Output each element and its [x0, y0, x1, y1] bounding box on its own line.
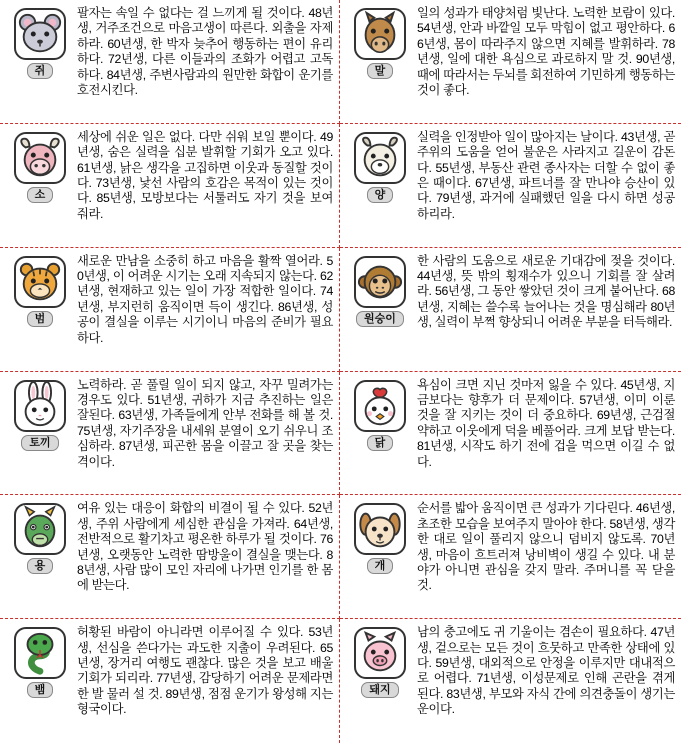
pig-face-icon [354, 627, 406, 679]
zodiac-name: 개 [367, 558, 394, 574]
zodiac-badge-rat [6, 6, 74, 79]
zodiac-badge-horse [346, 6, 414, 79]
fortune-text: 새로운 만남을 소중히 하고 마음을 활짝 열어라. 50년생, 이 어려운 시기는 오래 지속되지 않는다. 62년생, 현재하고 있는 일이 가장 적합한 일이다. 74년생, 부지런히 움직이면 득이 생긴다. 86년생, 성공이 결실을 이루는 시기이니 마음의 준비가 필요하다. [77, 253, 333, 345]
monkey-face-icon [354, 256, 406, 308]
zodiac-badge-rabbit [6, 378, 74, 451]
zodiac-name: 소 [27, 187, 54, 203]
fortune-text: 여유 있는 대응이 화합의 비결이 될 수 있다. 52년생, 주위 사람에게 세심한 관심을 가져라. 64년생, 전반적으로 활기차고 평온한 하루가 될 것이다. 76년생, 오랫동안 노력한 땀방울이 결실을 맺는다. 88년생, 사람 많이 모인 자리에 나가면 인기를 한 몸에 받는다. [77, 501, 333, 593]
fortune-cell-dragon [0, 495, 340, 619]
zodiac-badge-dragon [6, 501, 74, 574]
zodiac-name: 용 [27, 558, 54, 574]
zodiac-name: 쥐 [27, 63, 54, 79]
zodiac-badge-monkey [346, 254, 414, 327]
rooster-face-icon [354, 380, 406, 432]
fortune-text: 순서를 밟아 움직이면 큰 성과가 기다린다. 46년생, 초조한 모습을 보여주지 말아야 한다. 58년생, 생각한 대로 일이 풀리지 않으니 덤비지 않도록. 70년생, 마음이 흐트러져 낭비벽이 생길 수 있다. 내 분야가 아니면 관심을 갖지 말라. 주머니를 꼭 닫을 것. [417, 501, 675, 593]
zodiac-badge-snake [6, 625, 74, 698]
fortune-cell-ox [0, 124, 340, 248]
zodiac-badge-dog [346, 501, 414, 574]
zodiac-name: 토끼 [21, 435, 58, 451]
fortune-cell-dog [340, 495, 681, 619]
zodiac-name: 돼지 [361, 682, 398, 698]
fortune-cell-monkey [340, 248, 681, 372]
zodiac-badge-goat [346, 130, 414, 203]
ox-face-icon [14, 132, 66, 184]
fortune-cell-pig [340, 619, 681, 743]
fortune-text: 욕심이 크면 지닌 것마저 잃을 수 있다. 45년생, 지금보다는 향후가 더 문제이다. 57년생, 이미 이룬 것을 잘 지키는 것이 더 중요하다. 69년생, 근검절약하고 이웃에게 덕을 베풀어라. 크게 보답 받는다. 81년생, 시작도 하기 전에 겁을 먹으면 이길 수 없다. [417, 377, 675, 469]
rabbit-face-icon [14, 380, 66, 432]
zodiac-name: 말 [367, 63, 394, 79]
fortune-cell-rat [0, 0, 340, 124]
zodiac-name: 원숭이 [356, 311, 404, 327]
zodiac-name: 범 [27, 311, 54, 327]
fortune-text: 허황된 바람이 아니라면 이루어질 수 있다. 53년생, 선심을 쓴다가는 과도한 지출이 우려된다. 65년생, 장거리 여행도 괜찮다. 많은 것을 보고 배울 기회가 되리라. 77년생, 감당하기 어려운 문제라면 한 발 물러 설 것. 89년생, 점점 운기가 왕성해 지는 형국이다. [77, 625, 333, 717]
fortune-text: 세상에 쉬운 일은 없다. 다만 쉬워 보일 뿐이다. 49년생, 숨은 실력을 십분 발휘할 기회가 오고 있다. 61년생, 낡은 생각을 고집하면 이웃과 동질할 것이다. 73년생, 낯선 사람의 호감은 목적이 있는 것이다. 85년생, 모방보다는 서툴러도 자기 것을 보여줘라. [77, 129, 333, 221]
fortune-cell-goat [340, 124, 681, 248]
horse-face-icon [354, 8, 406, 60]
rat-face-icon [14, 8, 66, 60]
fortune-text: 남의 충고에도 귀 기울이는 겸손이 필요하다. 47년생, 겉으로는 모든 것이 흐뭇하고 만족한 상태에 있다. 59년생, 대외적으로 안정을 이루지만 대내적으로 어렵다. 71년생, 이성문제로 인해 곤란을 겪게 된다. 83년생, 부모와 자식 간에 의견충돌이 생기는 운이다. [417, 625, 675, 717]
zodiac-badge-pig [346, 625, 414, 698]
fortune-cell-rooster [340, 372, 681, 496]
zodiac-badge-rooster [346, 378, 414, 451]
goat-face-icon [354, 132, 406, 184]
zodiac-name: 닭 [367, 435, 394, 451]
dragon-face-icon [14, 503, 66, 555]
fortune-text: 한 사람의 도움으로 새로운 기대감에 젖을 것이다. 44년생, 뜻 밖의 횡재수가 있으니 기회를 잘 살려라. 56년생, 그 동안 쌓았던 것이 크게 붙어난다. 68년생, 지혜는 쓸수록 늘어나는 것을 명심해라 80년생, 실력이 부쩍 향상되니 어려운 부분을 터득해라. [417, 253, 675, 330]
fortune-text: 일의 성과가 태양처럼 빛난다. 노력한 보람이 있다. 54년생, 안과 바깥일 모두 막힘이 없고 평안하다. 66년생, 몸이 따라주지 않으면 지혜를 발휘하라. 78년생, 일에 대한 욕심으로 과로하지 말 것. 90년생, 때에 따라서는 두뇌를 회전하여 기민하게 행동하는 것이 좋다. [417, 6, 675, 98]
zodiac-badge-ox [6, 130, 74, 203]
fortune-cell-horse [340, 0, 681, 124]
zodiac-name: 양 [367, 187, 394, 203]
zodiac-badge-tiger [6, 254, 74, 327]
zodiac-name: 뱀 [27, 682, 54, 698]
fortune-cell-tiger [0, 248, 340, 372]
fortune-cell-snake [0, 619, 340, 743]
fortune-text: 노력하라. 곧 풀릴 일이 되지 않고, 자꾸 밀려가는 경우도 있다. 51년생, 귀하가 지금 추진하는 일은 잘된다. 63년생, 가족들에게 안부 전화를 해 볼 것. 75년생, 자기주장을 내세워 분열이 오기 쉬우니 조심하라. 87년생, 피곤한 몸을 이끌고 잘 곳을 찾는 격이다. [77, 377, 333, 469]
dog-face-icon [354, 503, 406, 555]
snake-face-icon [14, 627, 66, 679]
tiger-face-icon [14, 256, 66, 308]
fortune-text: 팔자는 속일 수 없다는 걸 느끼게 될 것이다. 48년생, 거주조건으로 마음고생이 따른다. 외출을 자제하라. 60년생, 한 박자 늦추어 행동하는 편이 유리하다. 72년생, 다른 이들과의 조화가 어렵고 고독하다. 84년생, 주변사람과의 원만한 화합이 운기를 호전시킨다. [77, 6, 333, 98]
fortune-cell-rabbit [0, 372, 340, 496]
fortune-text: 실력을 인정받아 일이 많아지는 날이다. 43년생, 곧 주위의 도움을 얻어 불운은 사라지고 길운이 감돈다. 55년생, 부동산 관련 종사자는 더할 수 없이 좋은 때이다. 67년생, 파트너를 잘 만나야 승산이 있다. 79년생, 과거에 실패했던 일을 다시 하면 성공하리라. [417, 129, 675, 221]
